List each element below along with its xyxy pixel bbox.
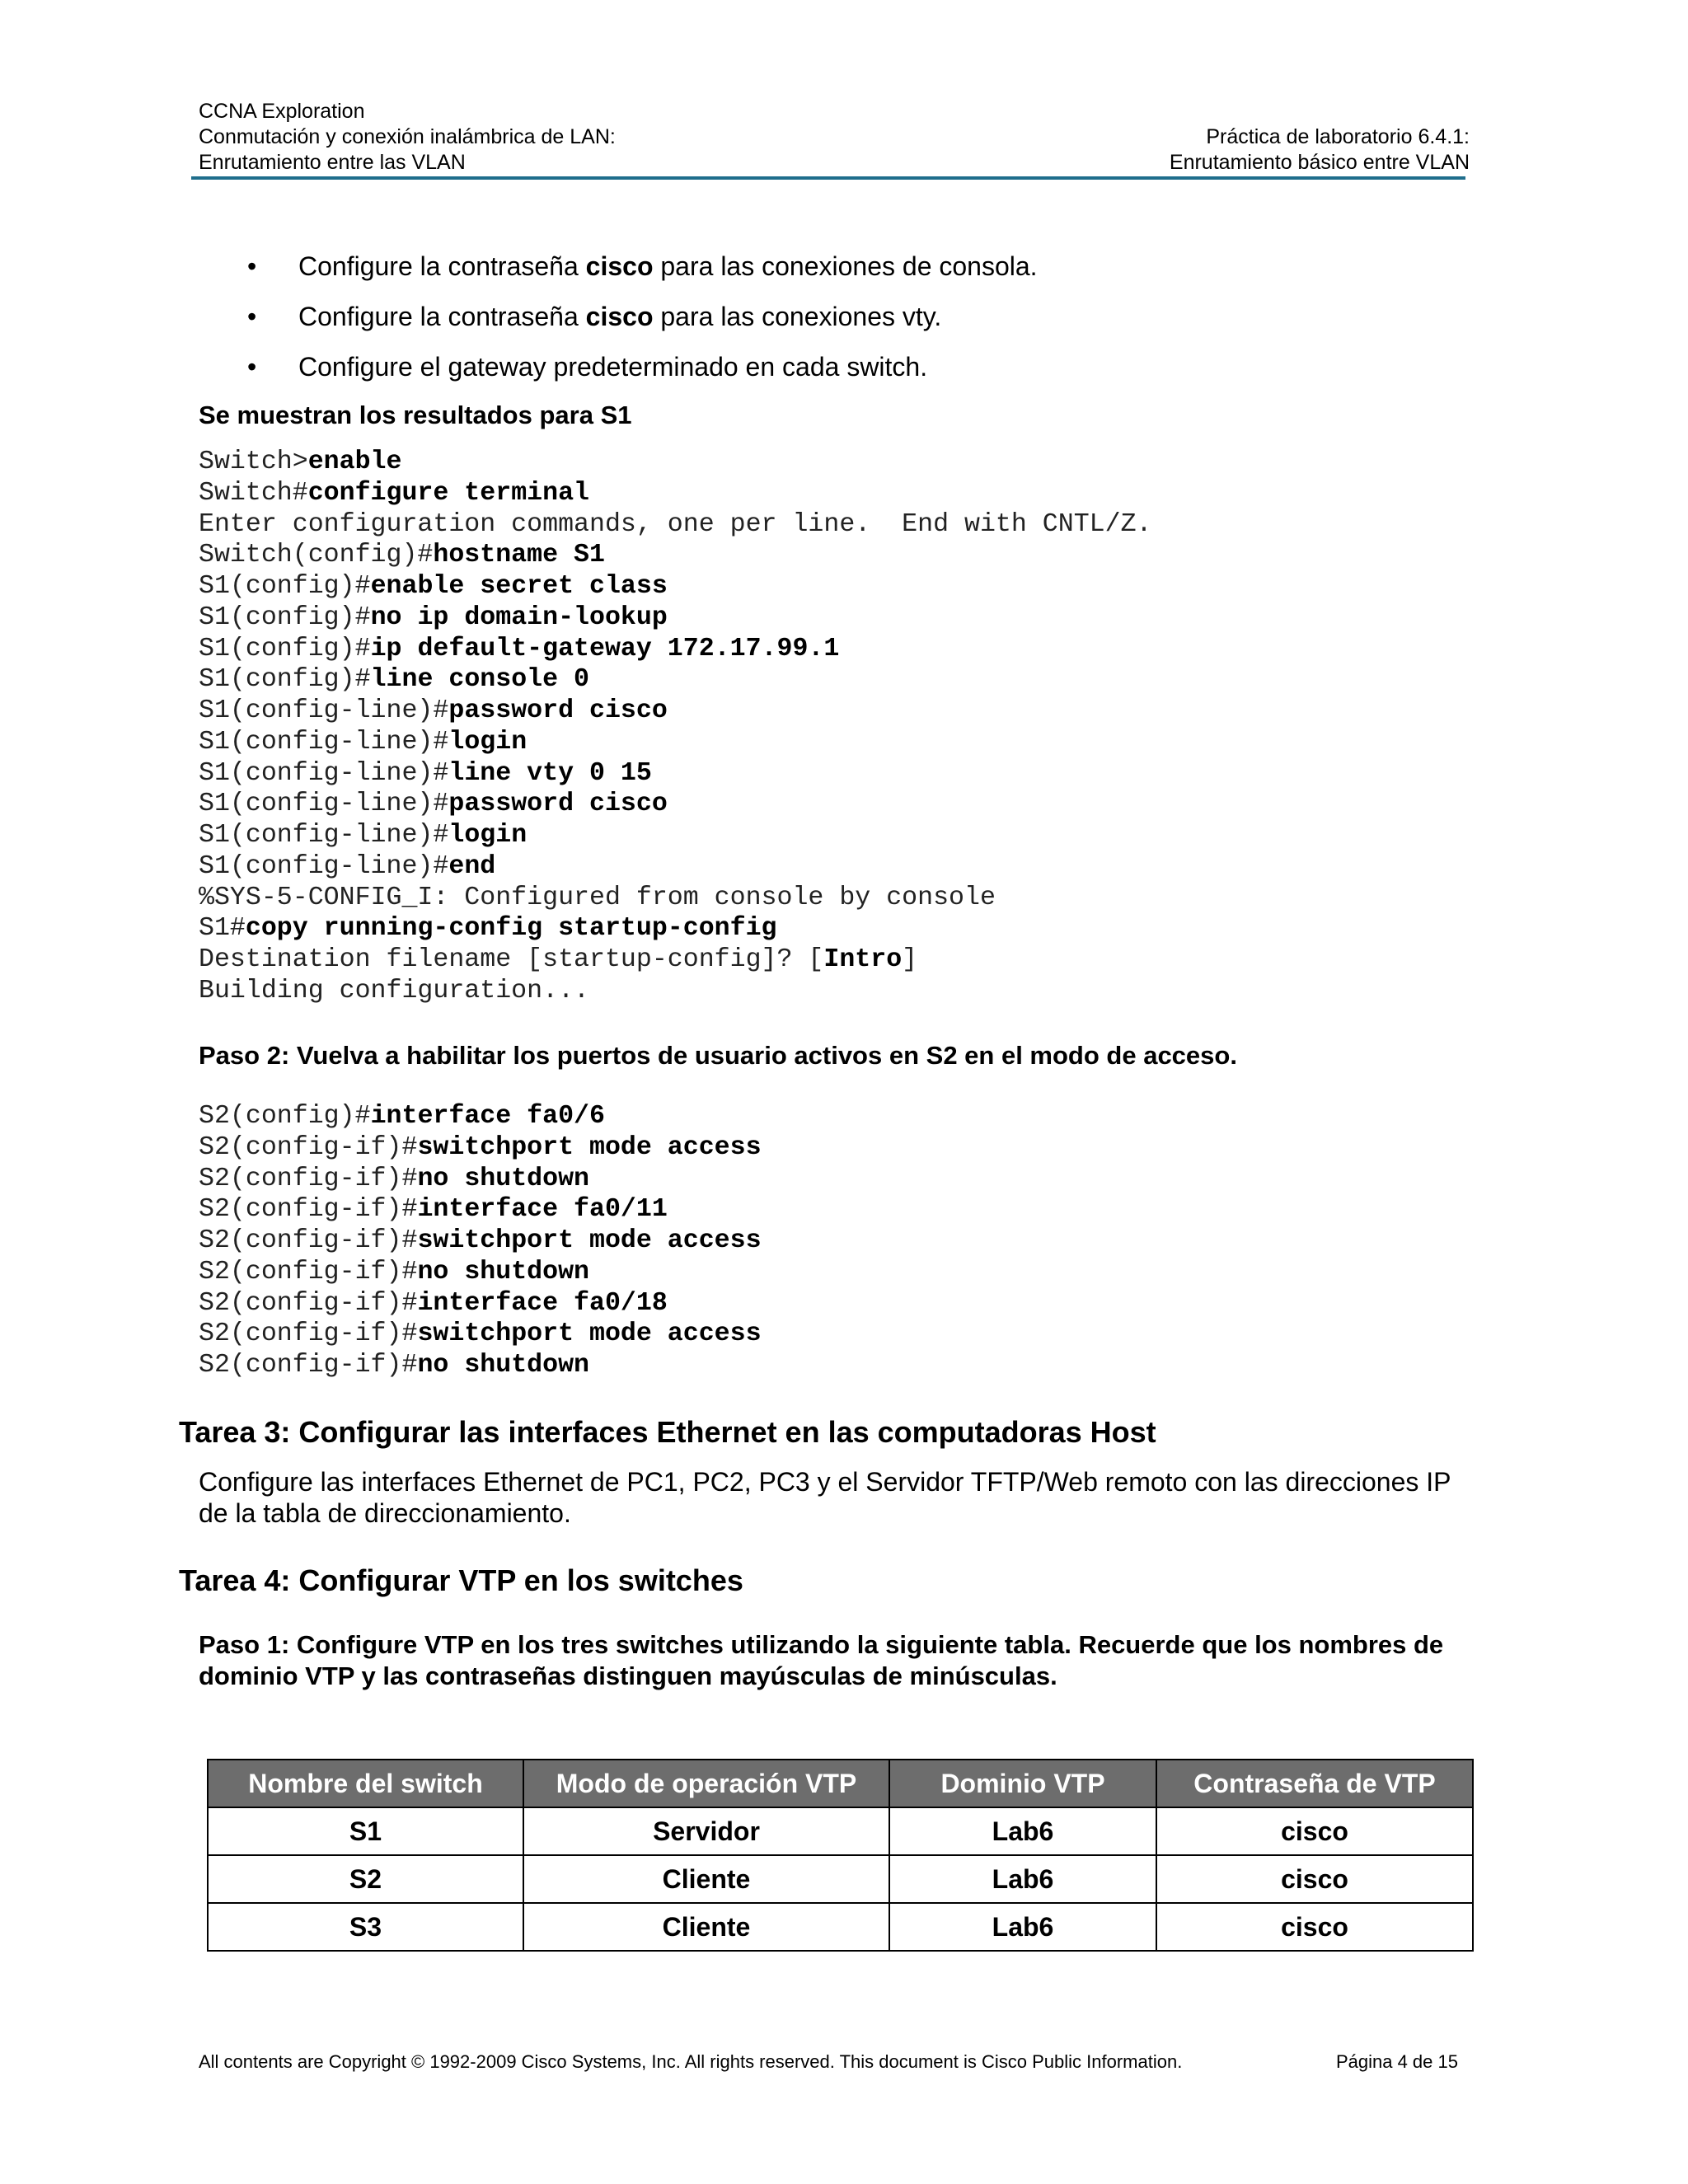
table-row [208,1855,1473,1903]
task3-heading: Tarea 3: Configurar las interfaces Ethernet en las computadoras Host [179,1415,1156,1449]
code-line [199,509,1152,541]
code-line [199,883,1152,914]
code-command: no ip domain-lookup [370,602,668,632]
code-command: password cisco [448,790,668,819]
table-row [208,1807,1473,1855]
code-line [199,634,1152,665]
code-line [199,571,1152,602]
table-cell: cisco [1156,1855,1473,1903]
table-row [208,1903,1473,1951]
code-command: Intro [823,945,903,974]
code-command: switchport mode access [417,1226,762,1255]
code-line [199,1288,762,1319]
code-line [199,944,1152,976]
code-command: line console 0 [370,665,589,695]
code-prompt: S2(config-if)# [199,1319,418,1349]
vtp-table [207,1759,1474,1952]
bullet-item: • Configure la contraseña cisco para las conexiones vty. [247,302,942,331]
page-header-left [199,99,616,176]
task4-heading: Tarea 4: Configurar VTP en los switches [179,1563,743,1597]
code-prompt: Building configuration... [199,976,589,1005]
code-line [199,789,1152,820]
bullet-item: • Configure el gateway predeterminado en cada switch. [247,352,928,382]
code-prompt: %SYS-5-CONFIG_I: Configured from console by console [199,883,996,912]
code-prompt: S2(config-if)# [199,1195,418,1225]
code-line [199,1194,762,1226]
config-bullet-list [247,251,1038,402]
table-header-row [208,1760,1473,1807]
code-line [199,664,1152,696]
code-command: enable secret class [370,572,668,601]
bullet-icon: • [247,352,257,382]
page-header-right [1170,124,1470,176]
code-line [199,1350,762,1381]
code-line [199,447,1152,478]
code-command: ip default-gateway 172.17.99.1 [370,634,840,663]
code-line [199,1101,762,1132]
table-cell: Lab6 [889,1855,1156,1903]
bullet-icon: • [247,251,257,281]
code-line [199,1132,762,1164]
footer-copyright: All contents are Copyright © 1992-2009 Cisco Systems, Inc. All rights reserved. This document is Cisco Public Information. [199,2051,1183,2072]
code-command: interface fa0/11 [417,1195,668,1225]
code-prompt: S1# [199,914,246,944]
code-block-s1 [199,447,1152,1007]
code-prompt: S1(config-line)# [199,696,449,725]
header-course: CCNA Exploration [199,100,365,123]
header-lab-number: Práctica de laboratorio 6.4.1: [1206,125,1470,148]
table-cell: S1 [208,1807,523,1855]
code-line [199,602,1152,634]
code-prompt: S1(config-line)# [199,790,449,819]
code-line [199,727,1152,758]
code-line [199,696,1152,727]
code-line [199,913,1152,944]
code-command: end [448,851,496,881]
header-lab-title: Enrutamiento básico entre VLAN [1169,151,1470,174]
code-line [199,1164,762,1195]
code-prompt: Enter configuration commands, one per line. End with CNTL/Z. [199,509,1152,539]
code-command: interface fa0/18 [417,1288,668,1318]
code-prompt: S2(config-if)# [199,1226,418,1255]
code-command: configure terminal [307,478,589,508]
code-line [199,758,1152,790]
code-prompt: S1(config-line)# [199,758,449,788]
code-command: interface fa0/6 [370,1102,605,1131]
table-cell: S2 [208,1855,523,1903]
step2-heading: Paso 2: Vuelva a habilitar los puertos de usuario activos en S2 en el modo de acceso. [199,1041,1237,1070]
code-prompt: S2(config-if)# [199,1351,418,1380]
results-heading: Se muestran los resultados para S1 [199,401,632,429]
bullet-icon: • [247,302,257,331]
code-command: login [448,821,528,850]
header-divider [191,176,1465,180]
code-line [199,976,1152,1007]
table-cell: Servidor [523,1807,889,1855]
code-block-s2 [199,1101,762,1381]
table-cell: Cliente [523,1855,889,1903]
code-command: no shutdown [417,1351,589,1380]
code-prompt: Switch(config)# [199,541,434,570]
code-prompt: S1(config)# [199,602,371,632]
table-cell: Lab6 [889,1807,1156,1855]
code-command: login [448,727,528,757]
code-line [199,851,1152,883]
code-line [199,1319,762,1350]
code-command: switchport mode access [417,1132,762,1162]
table-cell: cisco [1156,1807,1473,1855]
col-header-switch-name: Nombre del switch [208,1760,523,1807]
code-prompt: S1(config)# [199,634,371,663]
code-prompt: Switch# [199,478,308,508]
code-command: copy running-config startup-config [245,914,777,944]
code-prompt: S2(config)# [199,1102,371,1131]
col-header-vtp-domain: Dominio VTP [889,1760,1156,1807]
col-header-vtp-mode: Modo de operación VTP [523,1760,889,1807]
table-cell: Lab6 [889,1903,1156,1951]
code-line [199,540,1152,571]
code-command: password cisco [448,696,668,725]
code-prompt: S2(config-if)# [199,1288,418,1318]
header-module: Conmutación y conexión inalámbrica de LAN: [199,125,616,148]
code-prompt: S2(config-if)# [199,1164,418,1193]
code-prompt: S2(config-if)# [199,1257,418,1286]
code-command: no shutdown [417,1257,589,1286]
code-line [199,1257,762,1288]
code-prompt: S1(config-line)# [199,851,449,881]
code-command: line vty 0 15 [448,758,652,788]
code-command: enable [307,448,402,476]
header-chapter: Enrutamiento entre las VLAN [199,151,466,174]
code-prompt: Switch> [199,448,308,476]
table-cell: S3 [208,1903,523,1951]
code-suffix: ] [902,945,918,974]
code-prompt: S2(config-if)# [199,1132,418,1162]
step1-heading: Paso 1: Configure VTP en los tres switches utilizando la siguiente tabla. Recuerde que los nombres de dominio VTP y las contraseñas distinguen mayúsculas de minúsculas. [199,1630,1444,1690]
table-cell: Cliente [523,1903,889,1951]
code-command: switchport mode access [417,1319,762,1349]
code-prompt: S1(config)# [199,572,371,601]
code-prompt: Destination filename [startup-config]? [ [199,945,824,974]
code-line [199,1226,762,1257]
col-header-vtp-password: Contraseña de VTP [1156,1760,1473,1807]
task3-paragraph: Configure las interfaces Ethernet de PC1, PC2, PC3 y el Servidor TFTP/Web remoto con las direcciones IP de la tabla de direccionamiento. [199,1467,1451,1528]
code-prompt: S1(config-line)# [199,727,449,757]
table-cell: cisco [1156,1903,1473,1951]
code-prompt: S1(config-line)# [199,821,449,850]
code-prompt: S1(config)# [199,665,371,695]
bullet-item: • Configure la contraseña cisco para las conexiones de consola. [247,251,1038,281]
code-line [199,478,1152,509]
code-command: hostname S1 [433,541,605,570]
code-command: no shutdown [417,1164,589,1193]
footer-page-number: Página 4 de 15 [1335,2051,1458,2072]
code-line [199,820,1152,851]
